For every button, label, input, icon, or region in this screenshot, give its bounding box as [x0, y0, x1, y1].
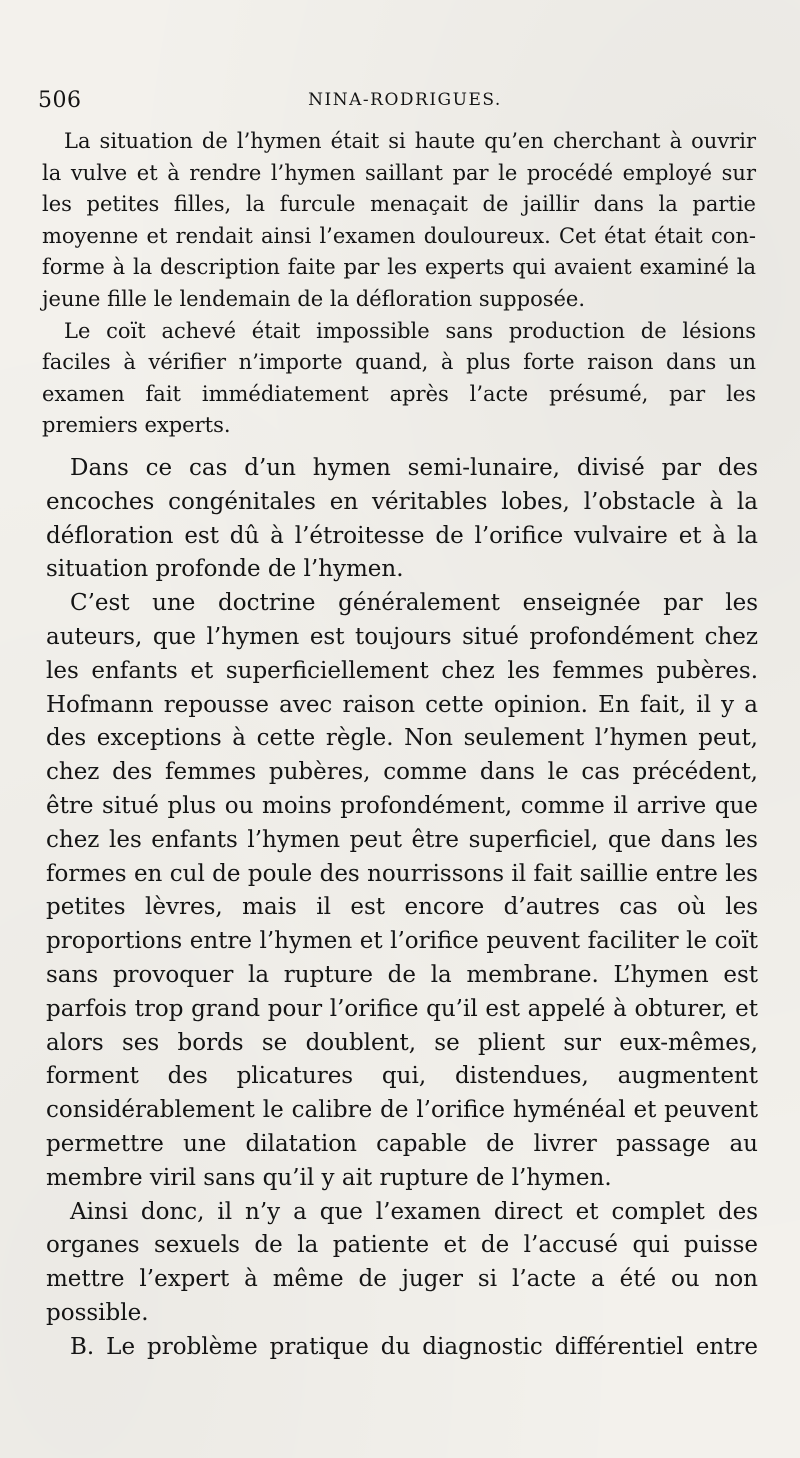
paragraph: La situation de l’hymen était si haute qu’en cherchant à ouvrir la vulve et à rendre l’hymen saillant par le procédé employé sur les petites filles, la furcule menaçait de jaillir dans la partie moyenne et rendait ainsi l’examen douloureux. Cet état était conforme à la description faite par les experts qui avaient examiné la jeune fille le lendemain de la défloration supposée. [42, 129, 756, 311]
paragraph: Le coït achevé était impossible sans production de lésions faciles à vérifier n’importe quand, à plus forte raison dans un examen fait immédiatement après l’acte présumé, par les premiers experts. [42, 318, 756, 438]
paragraph: C’est une doctrine généralement enseignée par les auteurs, que l’hymen est toujours situé profondément chez les enfants et superficiellement chez les femmes pubères. Hofmann repousse avec raison cette opinion. En fait, il y a des exceptions à cette règle. Non seulement l’hymen peut, chez des femmes pubères, comme dans le cas précédent, être situé plus ou moins profondément, comme il arrive que chez les enfants l’hymen peut être superficiel, que dans les formes en cul de poule des nourrissons il fait saillie entre les petites lèvres, mais il est encore d’autres cas où les proportions entre l’hymen et l’orifice peuvent faciliter le coït sans provoquer la rupture de la membrane. L’hymen est parfois trop grand pour l’orifice qu’il est appelé à obturer, et alors ses bords se doublent, se plient sur eux-mêmes, forment des plicatures qui, distendues, augmentent considérablement le calibre de l’orifice hyménéal et peuvent permettre une dilatation capable de livrer passage au membre viril sans qu’il y ait rupture de l’hymen. [46, 590, 758, 1191]
body-text-block [46, 452, 758, 1365]
running-title: NINA-RODRIGUES. [308, 90, 502, 110]
paragraph: Ainsi donc, il n’y a que l’examen direct et complet des organes sexuels de la patiente et de l’accusé qui puisse mettre l’expert à même de juger si l’acte a été ou non possible. [46, 1198, 758, 1326]
paragraph: Dans ce cas d’un hymen semi-lunaire, divisé par des encoches congénitales en véritables lobes, l’obstacle à la défloration est dû à l’étroitesse de l’orifice vulvaire et à la situation profonde de l’hymen. [46, 455, 758, 583]
small-print-block [42, 126, 756, 442]
paragraph: B. Le problème pratique du diagnostic différentiel entre [70, 1333, 758, 1360]
running-head [38, 88, 762, 116]
page-number: 506 [38, 88, 82, 113]
